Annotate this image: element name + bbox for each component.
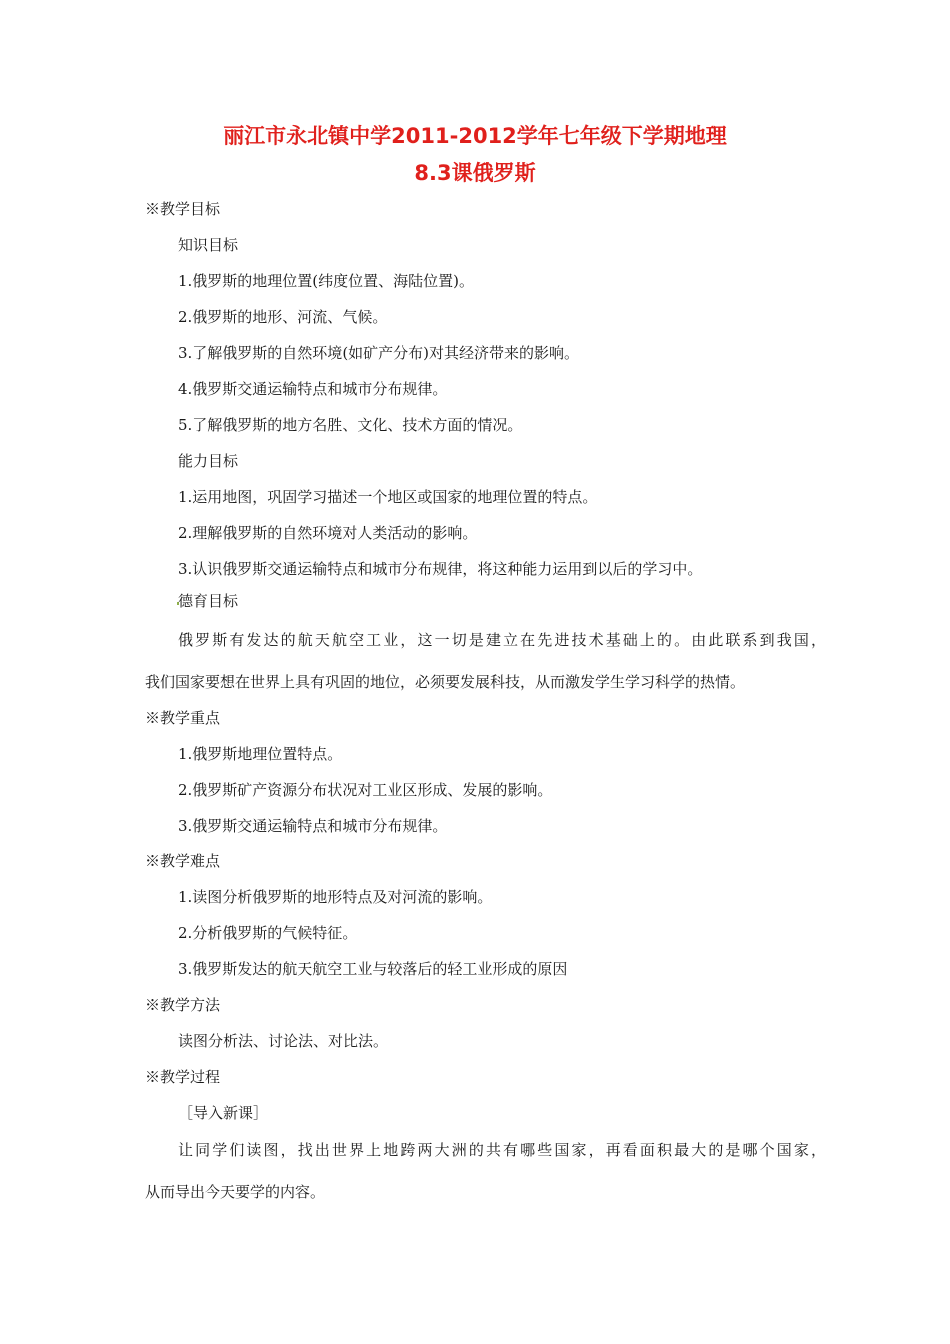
document-title-line2: 8.3课俄罗斯: [414, 161, 536, 185]
section-heading-difficulties: ※教学难点: [145, 852, 221, 870]
list-item: 1.俄罗斯地理位置特点。: [178, 745, 343, 763]
section-heading-objectives: ※教学目标: [145, 200, 221, 218]
list-item: 3.了解俄罗斯的自然环境(如矿产分布)对其经济带来的影响。: [178, 344, 580, 362]
subheading-moral: 德育目标: [178, 592, 239, 610]
list-item: 1.读图分析俄罗斯的地形特点及对河流的影响。: [178, 888, 493, 906]
document-title-line1: 丽江市永北镇中学2011-2012学年七年级下学期地理: [223, 124, 727, 148]
section-heading-process: ※教学过程: [145, 1068, 221, 1086]
list-item: 2.俄罗斯的地形、河流、气候。: [178, 308, 388, 326]
list-item: 2.分析俄罗斯的气候特征。: [178, 924, 358, 942]
list-item: 1.俄罗斯的地理位置(纬度位置、海陆位置)。: [178, 272, 475, 290]
subheading-intro: ［导入新课］: [178, 1104, 269, 1122]
list-item: 2.俄罗斯矿产资源分布状况对工业区形成、发展的影响。: [178, 781, 553, 799]
list-item: 5.了解俄罗斯的地方名胜、文化、技术方面的情况。: [178, 416, 523, 434]
section-heading-key-points: ※教学重点: [145, 709, 221, 727]
subheading-ability: 能力目标: [178, 452, 239, 470]
paragraph-line: 俄罗斯有发达的航天航空工业，这一切是建立在先进技术基础上的。由此联系到我国，: [178, 631, 826, 649]
list-item: 3.俄罗斯发达的航天航空工业与较落后的轻工业形成的原因: [178, 960, 568, 978]
list-item: 4.俄罗斯交通运输特点和城市分布规律。: [178, 380, 448, 398]
methods-text: 读图分析法、讨论法、对比法。: [178, 1032, 389, 1050]
list-item: 3.俄罗斯交通运输特点和城市分布规律。: [178, 817, 448, 835]
list-item: 2.理解俄罗斯的自然环境对人类活动的影响。: [178, 524, 478, 542]
paragraph-line: 让同学们读图，找出世界上地跨两大洲的共有哪些国家，再看面积最大的是哪个国家，: [178, 1141, 826, 1159]
list-item: 3.认识俄罗斯交通运输特点和城市分布规律，将这种能力运用到以后的学习中。: [178, 560, 703, 578]
paragraph-line: 从而导出今天要学的内容。: [145, 1183, 326, 1201]
list-item: 1.运用地图，巩固学习描述一个地区或国家的地理位置的特点。: [178, 488, 598, 506]
section-heading-methods: ※教学方法: [145, 996, 221, 1014]
subheading-knowledge: 知识目标: [178, 236, 239, 254]
paragraph-line: 我们国家要想在世界上具有巩固的地位，必须要发展科技，从而激发学生学习科学的热情。: [145, 673, 746, 691]
